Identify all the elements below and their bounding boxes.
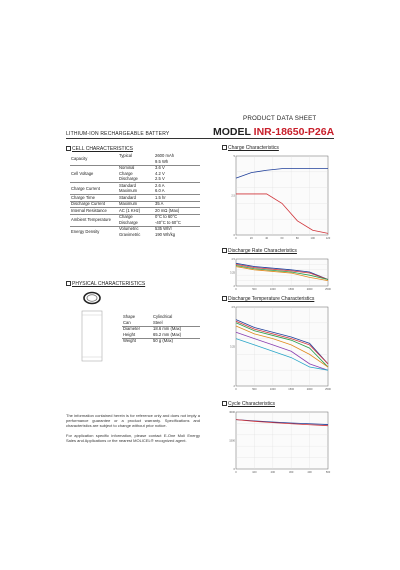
discharge-rate-chart [224,255,332,293]
section-checkbox-icon [66,281,71,286]
physical-value: 65.2 mm (Max) [153,331,182,337]
discharge-rate-chart-title [222,248,297,254]
physical-value: Cylindrical [153,314,173,320]
spec-group-label: Energy Density [70,226,118,237]
physical-label: Shape [123,314,136,320]
x-tick-label: 500 [252,288,257,291]
discharge-rate-chart-title-text: Discharge Rate Characteristics [228,248,297,254]
doc-type-label: PRODUCT DATA SHEET [243,115,317,122]
spec-sub-label: Maximum [119,188,138,194]
cycle-chart-svg [224,408,332,476]
disclaimer-text: The information contained herein is for reference only and does not imply a performance guarantee or a product warranty. Specifications and characteristics are subject to change without prior notice. [66,413,200,428]
discharge-rate-chart-svg [224,255,332,293]
cell-section-title [66,146,133,152]
cell-characteristics-table [70,154,200,238]
physical-section-title [66,281,145,287]
spec-sub-label: Volumetric [118,226,154,232]
y-tick-label: 3000 [229,411,235,414]
y-tick-label: 4.5 [231,258,235,261]
charge-chart-svg [224,152,332,242]
physical-row [122,338,200,344]
x-tick-label: 0 [235,471,237,474]
physical-characteristics-table [122,315,200,344]
battery-cell-drawing [78,291,106,363]
spec-group-label: Capacity [71,156,88,162]
plot-area [233,155,328,237]
spec-group-label: Discharge Current [70,201,118,207]
section-checkbox-icon [222,296,227,301]
x-tick-label: 1000 [269,288,276,291]
x-tick-label: 2500 [325,388,331,391]
x-tick-label: 1500 [288,288,295,291]
x-tick-label: 100 [310,237,315,240]
section-checkbox-icon [222,401,227,406]
contact-text: For application specific information, please contact E-One Moli Energy Sales and Applications or the nearest MOLICEL® recognized agent. [66,433,200,443]
spec-sub-label: Charge [119,170,133,176]
y-tick-label: 2.5 [231,194,235,198]
spec-value: 2.6 A [154,183,200,189]
spec-group-label: Ambient Temperature [70,214,118,226]
x-tick-label: 60 [280,237,284,240]
y-tick-label: 0 [233,468,235,471]
spec-sub-label: Standard [118,183,154,189]
x-tick-label: 0 [235,288,237,291]
cell-section-title-text: CELL CHARACTERISTICS [72,146,133,152]
product-line-label: LITHIUM-ION RECHARGEABLE BATTERY [66,131,170,137]
cycle-chart [224,408,332,476]
spec-sub-label: Typical [119,153,133,159]
spec-sub-label: Discharge [119,219,138,225]
x-tick-label: 0 [235,388,237,391]
x-tick-label: 0 [235,237,237,240]
y-tick-label: 0 [233,234,235,237]
spec-sub-label: Nominal [118,165,154,171]
section-checkbox-icon [222,248,227,253]
spec-sub-label: Maximum [118,201,154,207]
x-tick-label: 400 [307,471,312,474]
x-tick-label: 500 [325,471,331,474]
spec-value: 1.5 hr [154,195,200,201]
physical-label: Can [123,319,131,325]
charge-chart [224,152,332,242]
header-rule [66,138,334,139]
charge-chart-title [222,145,279,151]
section-checkbox-icon [222,145,227,150]
spec-value: 3.6 V [154,165,200,171]
model-prefix: MODEL [213,126,254,138]
cycle-chart-title [222,401,275,407]
model-number: INR-18650-P26A [253,126,335,138]
plot-area [233,307,328,388]
spec-value: 4.2 V [155,170,165,176]
section-checkbox-icon [66,146,71,151]
x-tick-label: 500 [252,388,257,391]
physical-label: Weight [122,338,152,344]
physical-value: 50 g (Max) [152,338,200,344]
x-tick-label: 20 [249,237,253,240]
x-tick-label: 100 [252,471,257,474]
spec-value: 35 A [154,201,200,207]
discharge-temp-chart-svg [224,303,332,393]
spec-sub-label: Gravimetric [119,231,141,237]
y-tick-label: 3.25 [229,271,235,275]
spec-value: 2600 mAh [155,153,175,159]
spec-value: 535 Wh/l [154,226,200,232]
spec-value: 6.0 A [155,188,165,194]
spec-sub-label: Charge [118,214,154,220]
spec-value: 190 Wh/kg [155,231,176,237]
spec-sub-label: Standard [118,195,154,201]
physical-value: 18.6 mm (Max) [152,326,200,332]
x-tick-label: 2500 [325,288,331,291]
spec-value: -40°C to 60°C [155,219,181,225]
charge-chart-title-text: Charge Characteristics [228,145,279,151]
y-tick-label: 4.5 [231,306,235,309]
x-tick-label: 2000 [306,388,313,391]
physical-value: Steel [153,319,163,325]
spec-sub-label: Discharge [119,176,138,182]
y-tick-label: 2 [233,285,235,288]
physical-label: Height [123,331,136,337]
spec-group-label: Charge Time [70,195,118,201]
x-tick-label: 120 [325,237,331,240]
x-tick-label: 1500 [288,388,295,391]
spec-group-label: Cell Voltage [70,165,118,182]
y-tick-label: 3.25 [229,345,235,349]
spec-value: 20 mΩ (Max) [154,208,200,214]
spec-sub-label: AC (1 KHz) [118,208,154,214]
y-tick-label: 5 [233,155,235,158]
model-title [213,126,334,138]
x-tick-label: 80 [295,237,299,240]
x-tick-label: 200 [270,471,275,474]
discharge-temp-chart-title-text: Discharge Temperature Characteristics [228,296,315,302]
discharge-temp-chart-title [222,296,314,302]
spec-group-label: Charge Current [70,183,118,195]
spec-value: 2.5 V [155,176,165,182]
x-tick-label: 2000 [306,288,313,291]
discharge-temp-chart [224,303,332,393]
y-tick-label: 2 [233,385,235,388]
y-tick-label: 1500 [229,439,235,443]
spec-value: 0°C to 60°C [154,214,200,220]
x-tick-label: 40 [265,237,269,240]
physical-section-title-text: PHYSICAL CHARACTERISTICS [72,281,146,287]
physical-label: Diameter [122,326,152,332]
x-tick-label: 300 [289,471,294,474]
spec-value: 9.5 Wh [155,158,169,164]
cycle-chart-title-text: Cycle Characteristics [228,401,275,407]
x-tick-label: 1000 [269,388,276,391]
spec-group-label: Internal Resistance [70,208,118,214]
